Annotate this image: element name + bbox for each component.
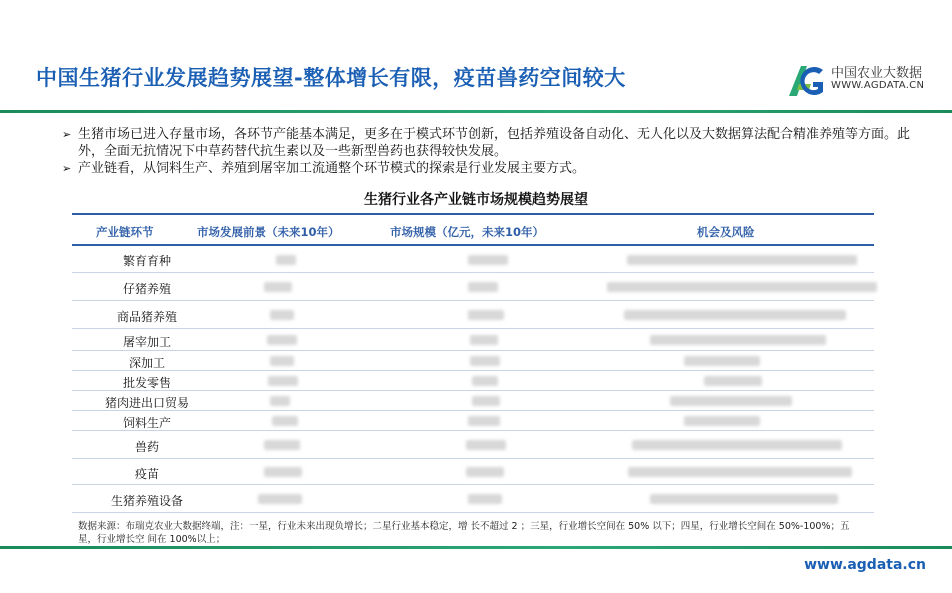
row-chain-segment: 繁育育种 (122, 254, 171, 268)
redacted-cell (624, 310, 846, 320)
logo-name-cn: 中国农业大数据 (831, 66, 923, 81)
redacted-cell (468, 310, 504, 320)
row-chain-segment: 兽药 (134, 440, 159, 454)
table-row (72, 351, 874, 371)
redacted-cell (468, 494, 502, 504)
header-opportunity-risk: 机会及风险 (697, 225, 755, 239)
table-row (72, 431, 874, 459)
table-top-rule (72, 213, 874, 215)
redacted-cell (468, 282, 498, 292)
logo-name-en: WWW.AGDATA.CN (831, 80, 925, 91)
bullet-text: 产业链看，从饲料生产、养殖到屠宰加工流通整个环节模式的探索是行业发展主要方式。 (78, 161, 586, 176)
redacted-cell (468, 416, 500, 426)
row-chain-segment: 商品猪养殖 (116, 310, 177, 324)
redacted-cell (270, 396, 290, 406)
header-outlook: 市场发展前景（未来10年） (197, 225, 340, 239)
footer-site-link[interactable]: www.agdata.cn (804, 557, 926, 573)
bullet-item (62, 160, 912, 177)
redacted-cell (632, 440, 842, 450)
arrow-bullet-icon: ➢ (62, 128, 72, 141)
redacted-cell (466, 467, 504, 477)
header-divider (0, 110, 952, 113)
redacted-cell (268, 376, 298, 386)
redacted-cell (684, 416, 760, 426)
redacted-cell (267, 335, 297, 345)
bullet-text: 生猪市场已进入存量市场，各环节产能基本满足，更多在于模式环节创新，包括养殖设备自动化、无人化以及大数据算法配合精准养殖等方面。此外，全面无抗情况下中草药替代抗生素以及一些新型兽药也获得较快发展。 (78, 127, 911, 159)
table-header-row (72, 221, 874, 243)
redacted-cell (258, 494, 302, 504)
agdata-logo[interactable] (785, 58, 945, 102)
redacted-cell (270, 356, 294, 366)
redacted-cell (276, 255, 296, 265)
redacted-cell (270, 310, 294, 320)
row-chain-segment: 饲料生产 (122, 416, 171, 430)
redacted-cell (468, 255, 508, 265)
slide-header (0, 0, 952, 112)
redacted-cell (264, 467, 302, 477)
agdata-logo-icon (785, 60, 827, 100)
redacted-cell (472, 396, 500, 406)
redacted-cell (470, 335, 498, 345)
page-title: 中国生猪行业发展趋势展望-整体增长有限，疫苗兽药空间较大 (36, 66, 626, 90)
bullet-list (62, 126, 912, 177)
redacted-cell (650, 335, 826, 345)
redacted-cell (264, 440, 300, 450)
redacted-cell (670, 396, 792, 406)
table-row (72, 329, 874, 351)
table-row (72, 273, 874, 301)
table-row (72, 411, 874, 431)
row-chain-segment: 疫苗 (134, 467, 159, 481)
table-row (72, 371, 874, 391)
table-row (72, 301, 874, 329)
table-title: 生猪行业各产业链市场规模趋势展望 (364, 192, 588, 208)
row-chain-segment: 批发零售 (122, 376, 171, 390)
redacted-cell (472, 376, 498, 386)
table-row (72, 246, 874, 273)
redacted-cell (466, 440, 506, 450)
row-chain-segment: 深加工 (128, 356, 165, 370)
table-row (72, 485, 874, 513)
row-chain-segment: 猪肉进出口贸易 (104, 396, 189, 410)
table-row (72, 459, 874, 485)
bullet-item (62, 126, 912, 160)
redacted-cell (264, 282, 292, 292)
row-chain-segment: 生猪养殖设备 (110, 494, 183, 508)
table-row (72, 391, 874, 411)
redacted-cell (704, 376, 762, 386)
header-market-size: 市场规模（亿元，未来10年） (390, 225, 545, 239)
redacted-cell (684, 356, 760, 366)
redacted-cell (628, 467, 852, 477)
redacted-cell (627, 255, 857, 265)
footnote: 数据来源：布瑞克农业大数据终端，注：一星，行业未来出现负增长；二星行业基本稳定，增 长不超过 2 ；三星，行业增长空间在 50% 以下；四星，行业增长空间在 50%-100%；五星，行业增长空 间在 100%以上； (78, 521, 850, 545)
redacted-cell (470, 356, 500, 366)
footer-divider (0, 546, 952, 549)
header-chain-segment: 产业链环节 (96, 225, 154, 239)
arrow-bullet-icon: ➢ (62, 162, 72, 175)
row-chain-segment: 仔猪养殖 (122, 282, 171, 296)
redacted-cell (650, 494, 838, 504)
redacted-cell (607, 282, 877, 292)
row-chain-segment: 屠宰加工 (122, 335, 171, 349)
redacted-cell (272, 416, 298, 426)
